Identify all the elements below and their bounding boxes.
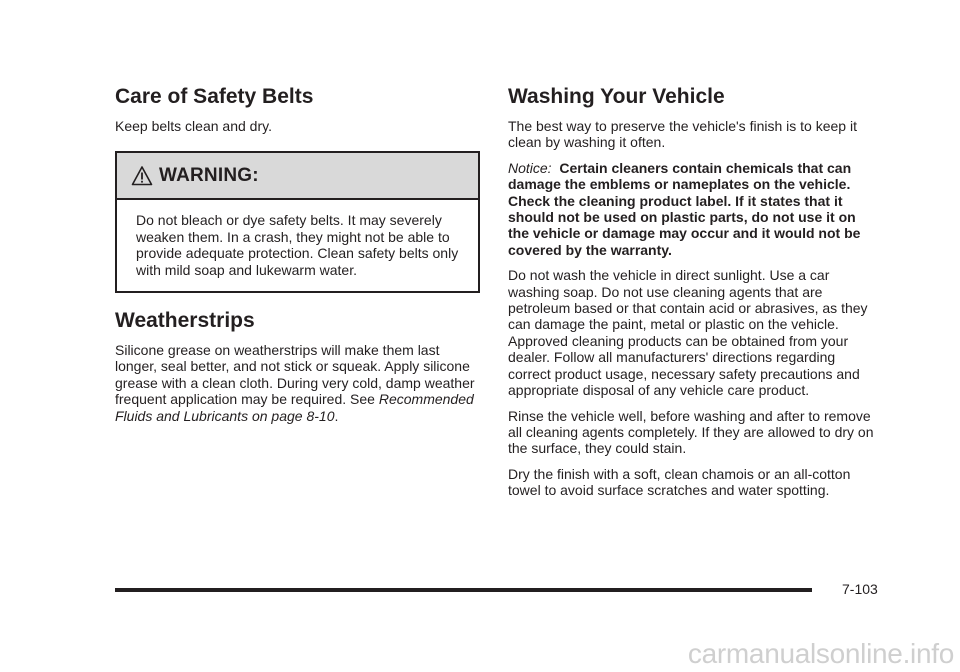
washing-intro: The best way to preserve the vehicle's finish is to keep it clean by washing it often. (508, 118, 857, 151)
washing-para-3: Dry the finish with a soft, clean chamois or an all-cotton towel to avoid surface scratches and water spotting. (508, 465, 851, 499)
care-text: Keep belts clean and dry. (115, 118, 272, 134)
care-heading: Care of Safety Belts (115, 85, 314, 108)
washing-para-1: Do not wash the vehicle in direct sunlight. Use a car washing soap. Do not use cleaning agents that are petroleum based or that contain acid or abrasives, as they can damage the paint, metal or plastic on the vehicle. Approved cleaning products can be obtained from your dealer. Follow all manufacturers' directions regarding correct product usage, necessary safety precautions and appropriate disposal of any vehicle care product. (508, 267, 868, 399)
weatherstrips-text (115, 342, 480, 424)
weatherstrips-end: . (334, 407, 339, 424)
washing-heading: Washing Your Vehicle (508, 85, 725, 108)
footer-rule (115, 588, 812, 592)
page-number: 7-103 (842, 581, 878, 597)
warning-box (115, 151, 480, 293)
washing-para-2: Rinse the vehicle well, before washing and after to remove all cleaning agents completely. If they are allowed to dry on the surface, they could stain. (508, 407, 874, 457)
warning-text: Do not bleach or dye safety belts. It may severely weaken them. In a crash, they might not be able to provide adequate protection. Clean safety belts only with mild soap and lukewarm water. (136, 212, 459, 278)
warning-triangle-icon (131, 165, 153, 187)
warning-header (117, 153, 478, 200)
watermark: carmanualsonline.info (687, 638, 954, 669)
fluids-reference-link[interactable]: Recommended Fluids and Lubricants on page 8-10 (115, 391, 474, 424)
weatherstrips-body: Silicone grease on weatherstrips will make them last longer, seal better, and not stick or squeak. Apply silicone grease with a clean cloth. During very cold, damp weather frequent application may be required. See (115, 342, 475, 408)
warning-title: WARNING: (159, 164, 259, 186)
weatherstrips-heading: Weatherstrips (115, 309, 255, 333)
right-column (508, 80, 880, 499)
left-column (115, 80, 480, 424)
notice-text: Certain cleaners contain chemicals that can damage the emblems or nameplates on the vehicle. Check the cleaning product label. If it states that it should not be used on plastic parts, do not use it on the vehicle or damage may occur and it would not be covered by the warranty. (508, 159, 861, 258)
warning-body (117, 200, 478, 291)
notice-paragraph (508, 160, 880, 258)
notice-label: Notice: (508, 159, 552, 176)
